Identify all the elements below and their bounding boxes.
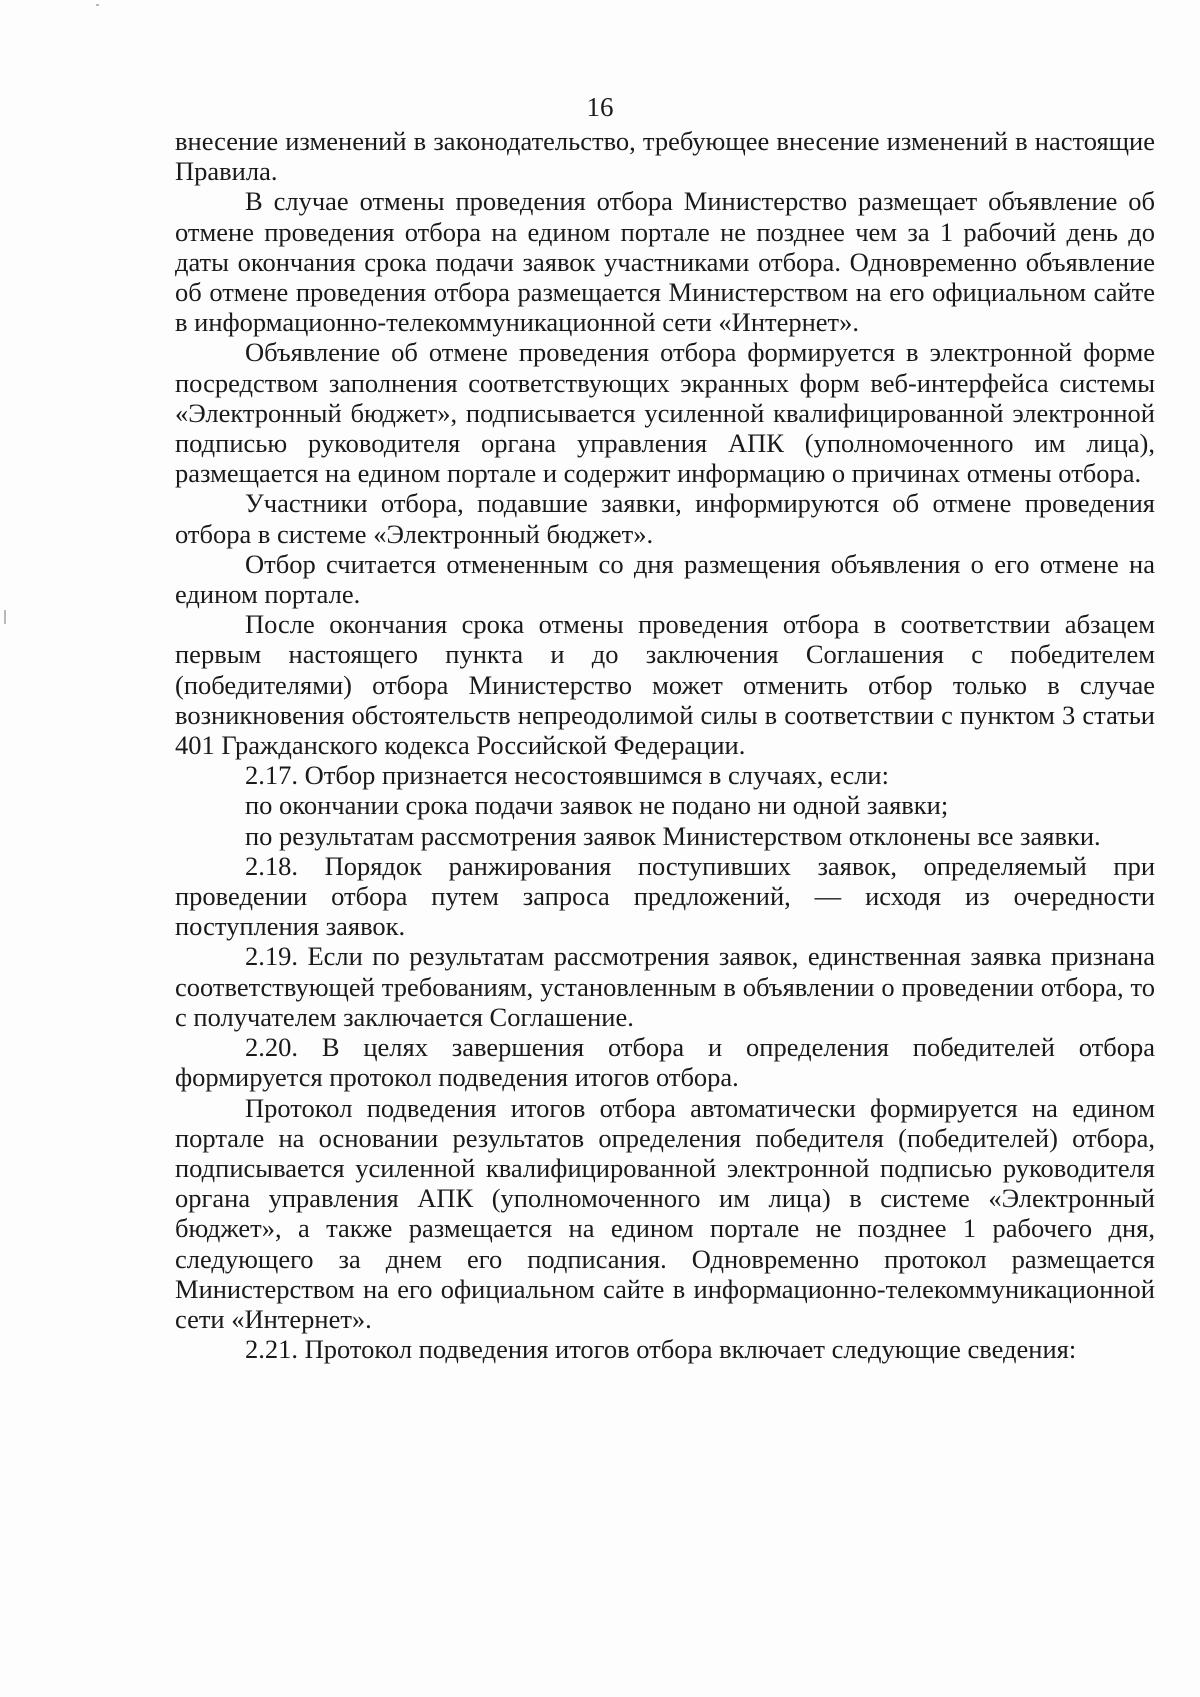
paragraph: Объявление об отмене проведения отбора формируется в электронной форме посредством заполнения соответствующих экранных форм веб-интерфейса системы «Электронный бюджет», подписывается усиленной квалифицированной электронной подписью руководителя органа управления АПК (уполномоченного им лица), размещается на едином портале и содержит информацию о причинах отмены отбора. [175,337,1155,489]
scan-artifact [96,4,99,6]
paragraph: 2.18. Порядок ранжирования поступивших заявок, определяемый при проведении отбора путем запроса предложений, — исходя из очередности поступления заявок. [175,850,1155,942]
paragraph: 2.19. Если по результатам рассмотрения заявок, единственная заявка признана соответствующей требованиям, установленным в объявлении о проведении отбора, то с получателем заключается Соглашение. [175,941,1155,1032]
document-body [175,126,1155,1364]
page-number: 16 [586,92,614,122]
scan-artifact [4,610,6,624]
paragraph: 2.20. В целях завершения отбора и определения победителей отбора формируется протокол подведения итогов отбора. [175,1032,1155,1093]
paragraph: 2.17. Отбор признается несостоявшимся в случаях, если: [245,760,889,791]
paragraph: 2.21. Протокол подведения итогов отбора включает следующие сведения: [245,1334,1077,1365]
paragraph: В случае отмены проведения отбора Министерство размещает объявление об отмене проведения отбора на едином портале не позднее чем за 1 рабочий день до даты окончания срока подачи заявок участниками отбора. Одновременно объявление об отмене проведения отбора размещается Министерством на его официальном сайте в информационно-телекоммуникационной сети «Интернет». [175,186,1155,338]
paragraph: Отбор считается отмененным со дня размещения объявления о его отмене на едином портале. [175,548,1155,610]
paragraph: После окончания срока отмены проведения отбора в соответствии абзацем первым настоящего пункта и до заключения Соглашения с победителем (победителями) отбора Министерство может отменить отбор только в случае возникновения обстоятельств непреодолимой силы в соответствии с пунктом 3 статьи 401 Гражданского кодекса Российской Федерации. [175,609,1155,761]
paragraph: Протокол подведения итогов отбора автоматически формируется на едином портале на основании результатов определения победителя (победителей) отбора, подписывается усиленной квалифицированной электронной подписью руководителя органа управления АПК (уполномоченного им лица) в системе «Электронный бюджет», а также размещается на едином портале не позднее 1 рабочего дня, следующего за днем его подписания. Одновременно протокол размещается Министерством на его официальном сайте в информационно-телекоммуникационной сети «Интернет». [175,1092,1155,1334]
paragraph: внесение изменений в законодательство, требующее внесение изменений в настоящие Правила. [175,126,1155,187]
paragraph: Участники отбора, подавшие заявки, информируются об отмене проведения отбора в системе «Электронный бюджет». [175,488,1155,549]
paragraph: по результатам рассмотрения заявок Министерством отклонены все заявки. [245,820,1101,851]
paragraph: по окончании срока подачи заявок не подано ни одной заявки; [245,790,949,821]
